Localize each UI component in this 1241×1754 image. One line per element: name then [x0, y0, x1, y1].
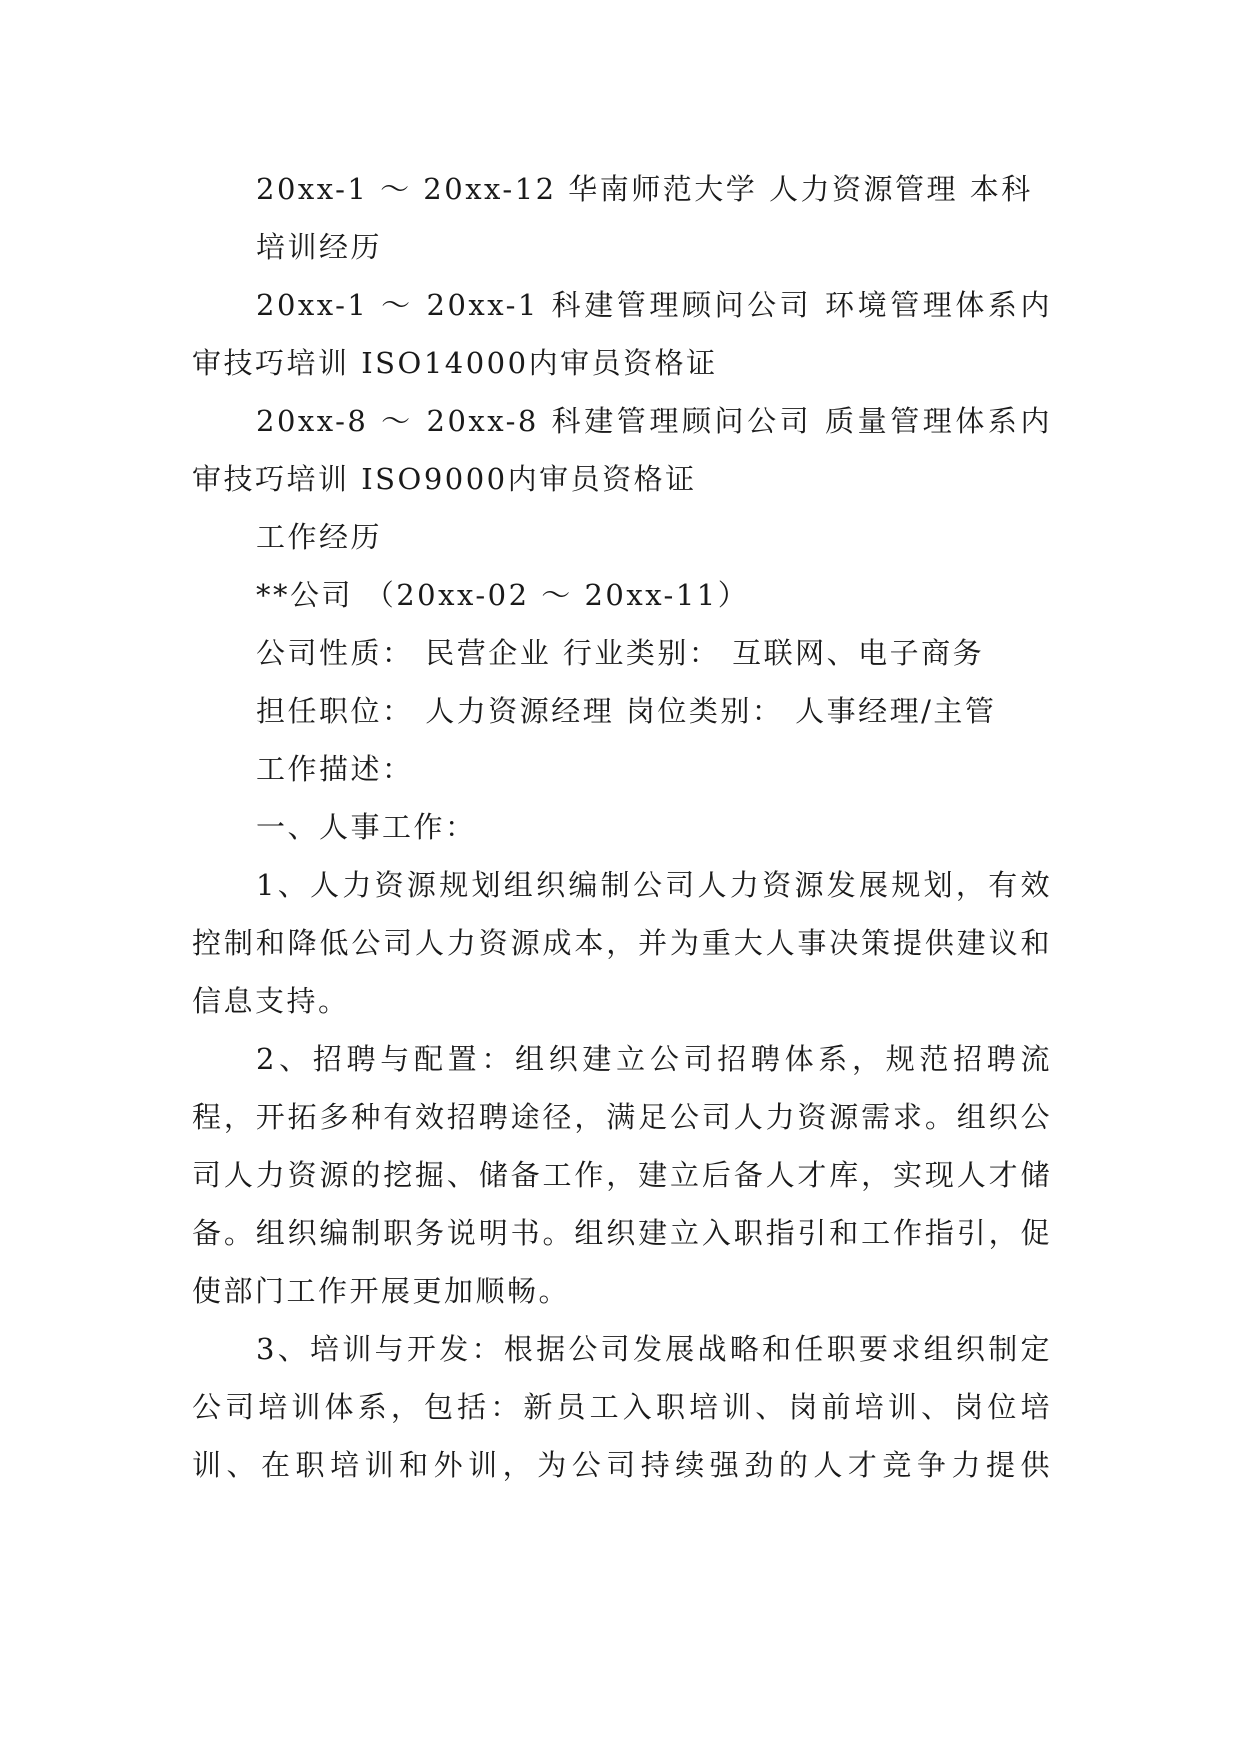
- company-nature-line: 公司性质： 民营企业 行业类别： 互联网、电子商务: [256, 636, 985, 670]
- document-body: [192, 160, 1052, 1494]
- description-item: 2、招聘与配置：组织建立公司招聘体系，规范招聘流程，开拓多种有效招聘途径，满足公司人力资源需求。组织公司人力资源的挖掘、储备工作，建立后备人才库，实现人才储备。组织编制职务说明书。组织建立入职指引和工作指引，促使部门工作开展更加顺畅。: [192, 1042, 1052, 1308]
- description-item: 1、人力资源规划组织编制公司人力资源发展规划，有效控制和降低公司人力资源成本，并为重大人事决策提供建议和信息支持。: [192, 868, 1052, 1018]
- hr-work-heading: 一、人事工作：: [256, 810, 477, 844]
- section-heading-training: 培训经历: [256, 230, 383, 264]
- education-entry: 20xx-1 ～ 20xx-12 华南师范大学 人力资源管理 本科: [256, 172, 1033, 206]
- description-item: 3、培训与开发：根据公司发展战略和任职要求组织制定公司培训体系，包括：新员工入职培训、岗前培训、岗位培训、在职培训和外训，为公司持续强劲的人才竞争力提供: [192, 1332, 1052, 1482]
- job-description-heading: 工作描述：: [256, 752, 414, 786]
- section-heading-work: 工作经历: [256, 520, 383, 554]
- training-entry: 20xx-1 ～ 20xx-1 科建管理顾问公司 环境管理体系内审技巧培训 ISO14000内审员资格证: [192, 288, 1052, 380]
- position-line: 担任职位： 人力资源经理 岗位类别： 人事经理/主管: [256, 694, 997, 728]
- company-line: **公司 （20xx-02 ～ 20xx-11）: [256, 578, 750, 612]
- training-entry: 20xx-8 ～ 20xx-8 科建管理顾问公司 质量管理体系内审技巧培训 ISO9000内审员资格证: [192, 404, 1052, 496]
